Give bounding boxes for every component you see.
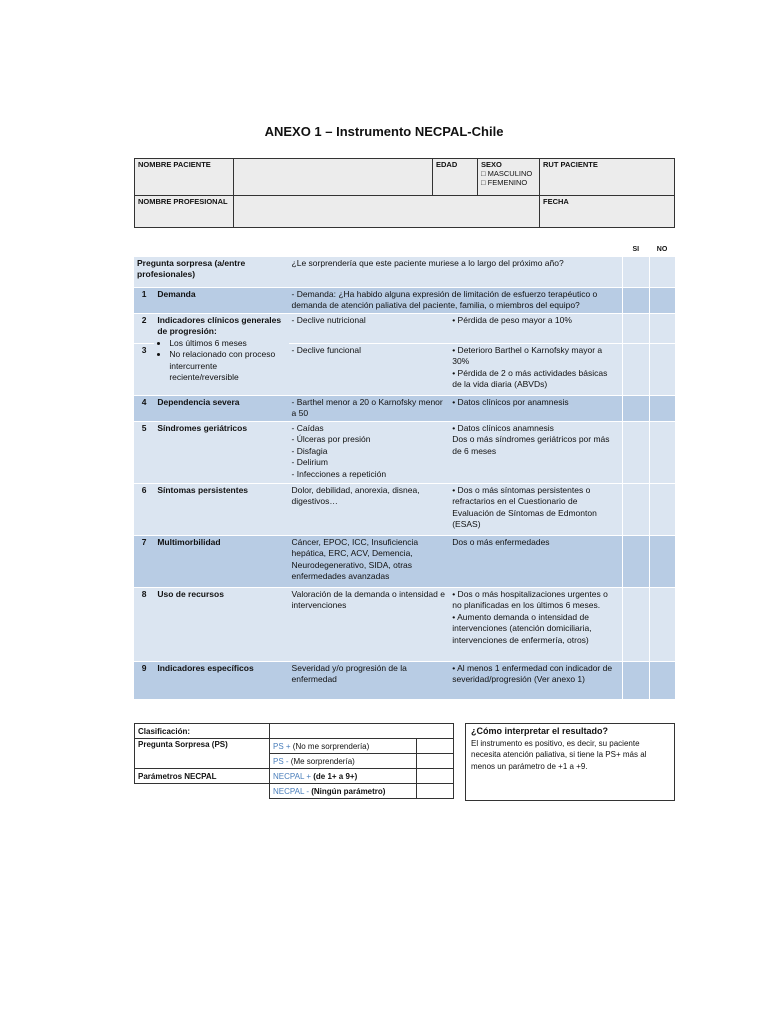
no-checkbox[interactable]	[649, 535, 675, 587]
row-number: 4	[134, 395, 154, 421]
row-label: Síndromes geriátricos	[154, 421, 288, 483]
no-checkbox[interactable]	[649, 421, 675, 483]
nombre-paciente-label: NOMBRE PACIENTE	[135, 159, 234, 196]
row-detail: • Al menos 1 enfermedad con indicador de severidad/progresión (Ver anexo 1)	[449, 661, 622, 699]
list-item: • No relacionado con proceso intercurrente reciente/reversible	[169, 349, 285, 384]
si-checkbox[interactable]	[623, 256, 649, 287]
rut-paciente-label: RUT PACIENTE	[540, 159, 675, 196]
row-criteria: Cáncer, EPOC, ICC, Insuficiencia hepática, ERC, ACV, Demencia, Neurodegenerativo, SIDA, otras enfermedades avanzadas	[289, 535, 450, 587]
si-checkbox[interactable]	[623, 661, 649, 699]
interpret-title: ¿Cómo interpretar el resultado?	[471, 726, 609, 736]
nombre-paciente-field[interactable]	[234, 159, 433, 196]
ps-label: Pregunta Sorpresa (PS)	[135, 739, 270, 769]
row-number: 6	[134, 483, 154, 535]
si-checkbox[interactable]	[623, 313, 649, 343]
si-checkbox[interactable]	[623, 587, 649, 661]
edad-label: EDAD	[433, 159, 478, 196]
masculino-checkbox[interactable]: □ MASCULINO	[481, 169, 533, 178]
classification-table	[134, 723, 454, 799]
row-detail: • Datos clínicos por anamnesis	[449, 395, 622, 421]
row-number: 3	[134, 343, 154, 395]
no-checkbox[interactable]	[649, 483, 675, 535]
row-detail: • Deterioro Barthel o Karnofsky mayor a 30% • Pérdida de 2 o más actividades básicas de la vida diaria (ABVDs)	[449, 343, 622, 395]
si-checkbox[interactable]	[623, 343, 649, 395]
row-detail: • Datos clínicos anamnesis Dos o más síndromes geriátricos por más de 6 meses	[449, 421, 622, 483]
row-number: 2	[134, 313, 154, 343]
list-item: • Los últimos 6 meses	[169, 338, 285, 350]
row-label: Multimorbilidad	[154, 535, 288, 587]
classification-header: Clasificación:	[135, 724, 270, 739]
si-header: SI	[623, 244, 649, 256]
femenino-checkbox[interactable]: □ FEMENINO	[481, 178, 528, 187]
row-label: Demanda	[154, 287, 288, 313]
row-detail: • Pérdida de peso mayor a 10%	[449, 313, 622, 343]
row-number: 9	[134, 661, 154, 699]
no-checkbox[interactable]	[649, 587, 675, 661]
row-label: Indicadores específicos	[154, 661, 288, 699]
row-label: Uso de recursos	[154, 587, 288, 661]
sexo-cell	[478, 159, 540, 196]
nombre-profesional-label: NOMBRE PROFESIONAL	[135, 196, 234, 228]
row-number: 7	[134, 535, 154, 587]
no-checkbox[interactable]	[649, 395, 675, 421]
row-criteria: Valoración de la demanda o intensidad e intervenciones	[289, 587, 450, 661]
row-criteria: - Declive funcional	[289, 343, 450, 395]
page-title: ANEXO 1 – Instrumento NECPAL-Chile	[264, 124, 504, 139]
row-detail: • Dos o más síntomas persistentes o refractarios en el Cuestionario de Evaluación de Síntomas de Edmonton (ESAS)	[449, 483, 622, 535]
ps-minus-option: PS - (Me sorprendería)	[270, 754, 417, 769]
table-row	[134, 395, 675, 421]
si-checkbox[interactable]	[623, 483, 649, 535]
necpal-minus-option: NECPAL - (Ningún parámetro)	[270, 784, 417, 799]
table-row	[134, 535, 675, 587]
si-checkbox[interactable]	[623, 535, 649, 587]
table-row	[134, 421, 675, 483]
sorpresa-question: ¿Le sorprendería que este paciente muriese a lo largo del próximo año?	[289, 256, 623, 287]
no-checkbox[interactable]	[649, 661, 675, 699]
table-row	[134, 313, 675, 343]
row-criteria: Severidad y/o progresión de la enfermedad	[289, 661, 450, 699]
row-detail: Dos o más enfermedades	[449, 535, 622, 587]
no-checkbox[interactable]	[649, 287, 675, 313]
no-header: NO	[649, 244, 675, 256]
row-number: 5	[134, 421, 154, 483]
table-row	[134, 287, 675, 313]
table-row	[134, 587, 675, 661]
si-checkbox[interactable]	[623, 287, 649, 313]
interpret-text: El instrumento es positivo, es decir, su paciente necesita atención paliativa, si tiene la PS+ más al menos un parámetro de +1 a +9.	[471, 738, 647, 771]
no-checkbox[interactable]	[649, 343, 675, 395]
table-row	[134, 661, 675, 699]
si-checkbox[interactable]	[623, 395, 649, 421]
interpret-box	[465, 723, 675, 801]
no-checkbox[interactable]	[649, 256, 675, 287]
row-criteria: - Demanda: ¿Ha habido alguna expresión de limitación de esfuerzo terapéutico o demanda de atención paliativa del paciente, familia, o miembros del equipo?	[289, 287, 623, 313]
patient-header-table	[134, 158, 675, 228]
row-criteria: - Caídas - Úlceras por presión - Disfagia - Delirium - Infecciones a repetición	[289, 421, 450, 483]
row-label: Dependencia severa	[154, 395, 288, 421]
sorpresa-label: Pregunta sorpresa (a/entre profesionales)	[134, 256, 289, 287]
necpal-plus-checkbox[interactable]	[417, 769, 454, 784]
necpal-table	[134, 244, 675, 700]
row-label: Síntomas persistentes	[154, 483, 288, 535]
necpal-plus-option: NECPAL + (de 1+ a 9+)	[270, 769, 417, 784]
ps-minus-checkbox[interactable]	[417, 754, 454, 769]
table-row	[134, 483, 675, 535]
ps-plus-checkbox[interactable]	[417, 739, 454, 754]
row-label: Indicadores clínicos generales de progresión: • Los últimos 6 meses • No relacionado con proceso intercurrente reciente/reversible	[154, 313, 288, 395]
sexo-label: SEXO	[481, 160, 502, 169]
table-row	[134, 256, 675, 287]
necpal-label: Parámetros NECPAL	[135, 769, 270, 784]
row-criteria: - Barthel menor a 20 o Karnofsky menor a 50	[289, 395, 450, 421]
necpal-minus-checkbox[interactable]	[417, 784, 454, 799]
fecha-label: FECHA	[540, 196, 675, 228]
no-checkbox[interactable]	[649, 313, 675, 343]
row-number: 1	[134, 287, 154, 313]
row-criteria: - Declive nutricional	[289, 313, 450, 343]
ps-plus-option: PS + (No me sorprendería)	[270, 739, 417, 754]
row-criteria: Dolor, debilidad, anorexia, disnea, digestivos…	[289, 483, 450, 535]
nombre-profesional-field[interactable]	[234, 196, 540, 228]
si-checkbox[interactable]	[623, 421, 649, 483]
row-number: 8	[134, 587, 154, 661]
row-detail: • Dos o más hospitalizaciones urgentes o no planificadas en los últimos 6 meses. • Aumento demanda o intensidad de intervenciones (atención domiciliaria, intervenciones de enfermería, otros)	[449, 587, 622, 661]
